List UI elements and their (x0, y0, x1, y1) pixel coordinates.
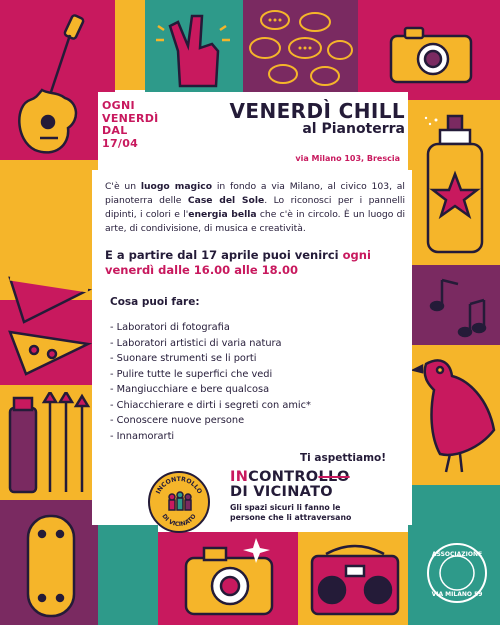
closing-text: Ti aspettiamo! (300, 452, 387, 464)
start-time: ogni venerdì dalle 16.00 alle 18.00 (105, 248, 371, 277)
brand-name (230, 470, 400, 485)
svg-text:DI VICINATO (160, 513, 197, 528)
music-notes-icon (418, 270, 498, 345)
brand-line2: DI VICINATO (230, 484, 333, 500)
logo-text-bottom: DI VICINATO (160, 512, 198, 529)
schedule-line: DAL (102, 124, 128, 137)
skateboard-icon (14, 510, 88, 622)
intro-text: in fondo a via Milano, al civico 103, al pianoterra delle (105, 181, 405, 206)
schedule-badge (102, 100, 182, 150)
stamp-text-bottom: VIA MILANO 59 (431, 591, 483, 598)
list-item: - Chiacchierare e dirti i segreti con amic* (110, 398, 350, 414)
incontrollo-logo (148, 471, 210, 533)
brand-in: IN (230, 469, 249, 485)
list-item: - Conoscere nuove persone (110, 413, 350, 429)
brand-llo-struck: LLO (318, 469, 350, 485)
intro-bold: energia bella (188, 209, 257, 220)
list-item: - Innamorarti (110, 429, 350, 445)
tile-top-2 (115, 0, 145, 90)
tile-bottom-1 (98, 520, 158, 625)
list-item: - Laboratori artistici di varia natura (110, 336, 350, 352)
camera-flash-icon (178, 530, 282, 620)
event-subtitle: al Pianoterra (302, 121, 405, 137)
logo-figures-icon (150, 473, 208, 531)
brand-contro: CONTRO (248, 469, 319, 485)
brand-block (230, 470, 400, 522)
tagline-line: persone che li attraversano (230, 512, 352, 522)
guitar-icon (10, 10, 110, 160)
spray-can-icon (414, 110, 496, 260)
hand-peace-icon (150, 6, 240, 90)
intro-text: . Lo riconosci per i pannelli dipinti, i colori e l' (105, 195, 406, 220)
activities-list (110, 320, 350, 444)
list-item: - Suonare strumenti se li porti (110, 351, 350, 367)
camera-icon (385, 20, 485, 90)
pizza-icon (4, 270, 96, 380)
tagline-line: Gli spazi sicuri li fanno le (230, 503, 341, 512)
start-announcement (105, 248, 405, 278)
list-item: - Pulire tutte le superfici che vedi (110, 367, 350, 383)
event-title: VENERDÌ CHILL (229, 99, 405, 123)
event-address: via Milano 103, Brescia (295, 154, 400, 163)
intro-text: che c'è in circolo. È un luogo di arte, di condivisione, di musica e creatività. (105, 209, 405, 234)
start-text: E a partire dal 17 aprile puoi venirci (105, 248, 343, 262)
speech-bubbles-icon (245, 4, 355, 90)
brand-tagline (230, 503, 400, 522)
schedule-line: OGNI (102, 99, 135, 112)
activities-heading: Cosa puoi fare: (110, 296, 200, 308)
paint-brushes-icon (4, 392, 96, 498)
schedule-line: VENERDÌ (102, 111, 159, 125)
stamp-text-top: ASSOCIAZIONE (431, 551, 483, 558)
schedule-line: 17/04 (102, 136, 139, 150)
stamp-icon (424, 540, 490, 606)
list-item: - Laboratori di fotografia (110, 320, 350, 336)
intro-bold: luogo magico (140, 181, 213, 192)
logo-text-top: INCONTROLLO (154, 475, 204, 496)
intro-paragraph (105, 180, 405, 236)
boombox-icon (306, 538, 404, 620)
list-item: - Mangiucchiare e bere qualcosa (110, 382, 350, 398)
intro-text: C'è un (105, 181, 141, 192)
intro-bold: Case del Sole (187, 195, 265, 206)
pigeon-icon (410, 350, 500, 480)
